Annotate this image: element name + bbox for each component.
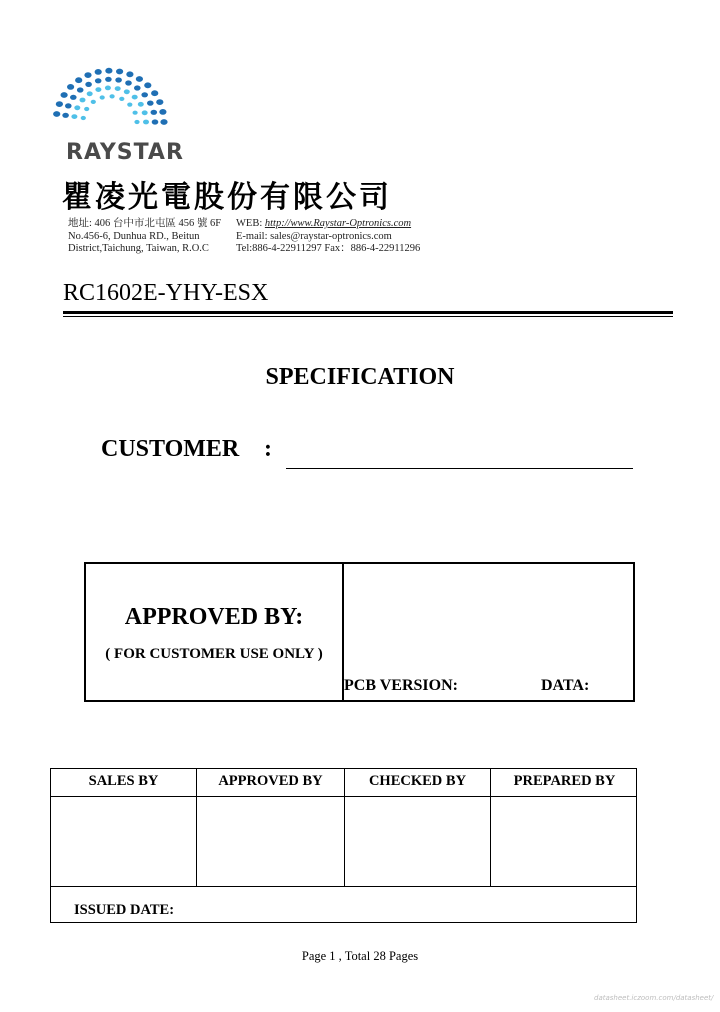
customer-colon: : (264, 436, 272, 462)
logo-dot (115, 77, 122, 82)
logo-dot (147, 101, 154, 106)
logo-dot (133, 111, 138, 115)
logo-dot (95, 69, 102, 75)
logo-dot (151, 110, 158, 115)
logo-dot (65, 103, 72, 108)
logo-dot (85, 82, 92, 87)
logo-dot (115, 86, 121, 91)
pcb-version-label: PCB VERSION: (344, 677, 458, 694)
address-line-3: District,Taichung, Taiwan, R.O.C (68, 243, 209, 254)
issued-date-label: ISSUED DATE: (74, 902, 175, 918)
header-rule-thick (63, 311, 673, 314)
customer-label: CUSTOMER (101, 436, 240, 462)
customer-signature-line[interactable] (286, 468, 633, 469)
logo-dot (156, 99, 163, 105)
logo-dot (84, 72, 91, 78)
email-line: E-mail: sales@raystar-optronics.com (236, 230, 392, 242)
logo-dot (105, 68, 112, 74)
logo-dot (132, 95, 138, 100)
raystar-globe-icon (48, 60, 228, 170)
logo-dot (159, 109, 166, 115)
signoff-footer-divider (51, 886, 636, 887)
logo-dot (138, 102, 144, 107)
logo-dot (152, 119, 159, 124)
col-approved-by: APPROVED BY (218, 773, 323, 789)
logo-dot (126, 71, 133, 77)
logo-dot (77, 87, 84, 92)
logo-dot (95, 78, 102, 83)
contact-address (68, 218, 221, 256)
logo-dot (53, 111, 60, 117)
address-line-1: 地址: 406 台中市北屯區 456 號 6F (68, 218, 222, 229)
logo-dot (81, 116, 86, 120)
brand-name: RAYSTAR (66, 140, 184, 165)
page-title: SPECIFICATION (265, 364, 455, 390)
logo-dot (75, 77, 82, 83)
logo-dot (105, 86, 111, 91)
logo-dot (67, 84, 74, 90)
logo-dot (110, 94, 115, 98)
logo-dot (125, 80, 132, 85)
logo-dot (74, 105, 80, 110)
logo-dot (95, 87, 101, 92)
logo-dot (144, 82, 151, 88)
logo-dot (61, 92, 68, 98)
logo-dot (105, 77, 112, 82)
logo-dot (84, 107, 89, 111)
model-number: RC1602E-YHY-ESX (63, 280, 269, 306)
web-link[interactable]: http://www.Raystar-Optronics.com (264, 218, 412, 229)
logo-dot (134, 120, 139, 124)
web-prefix: WEB: (236, 218, 263, 229)
data-label: DATA: (541, 677, 590, 694)
logo-dot (62, 113, 69, 118)
col-checked-by: CHECKED BY (368, 773, 467, 789)
logo-dot (91, 100, 96, 104)
logo-dot (80, 98, 86, 103)
logo-dot (116, 69, 123, 75)
customer-use-note: ( FOR CUSTOMER USE ONLY ) (105, 646, 323, 662)
logo-dot (100, 95, 105, 99)
web-line (236, 218, 420, 231)
logo-dot (143, 120, 149, 125)
logo-dot (151, 90, 158, 96)
watermark: datasheet.iczoom.com/datasheet/ (594, 994, 714, 1002)
logo-dot (119, 97, 124, 101)
col-sales-by: SALES BY (88, 773, 159, 789)
customer-approval-box (84, 562, 635, 702)
contact-details (236, 218, 420, 256)
logo-dot (141, 92, 148, 97)
logo-dot (160, 119, 167, 125)
logo-dot (70, 95, 77, 100)
header-rule-thin (63, 316, 673, 317)
logo-dot (127, 103, 132, 107)
logo-dot (87, 91, 93, 96)
phone-fax-line: Tel:886-4-22911297 Fax：886-4-22911296 (236, 243, 421, 254)
col-prepared-by: PREPARED BY (513, 773, 616, 789)
logo-dot (71, 114, 77, 119)
raystar-logo (48, 60, 228, 170)
logo-dot (136, 76, 143, 82)
page-footer: Page 1 , Total 28 Pages (301, 949, 419, 963)
approved-by-title: APPROVED BY: (124, 604, 304, 630)
logo-dot (142, 110, 148, 115)
logo-dot (134, 85, 141, 90)
signoff-table (50, 768, 637, 923)
address-line-2: No.456-6, Dunhua RD., Beitun (68, 230, 200, 242)
logo-dot (56, 101, 63, 107)
company-chinese-name: 瞿凌光電股份有限公司 (62, 180, 392, 215)
logo-dot (124, 89, 130, 94)
